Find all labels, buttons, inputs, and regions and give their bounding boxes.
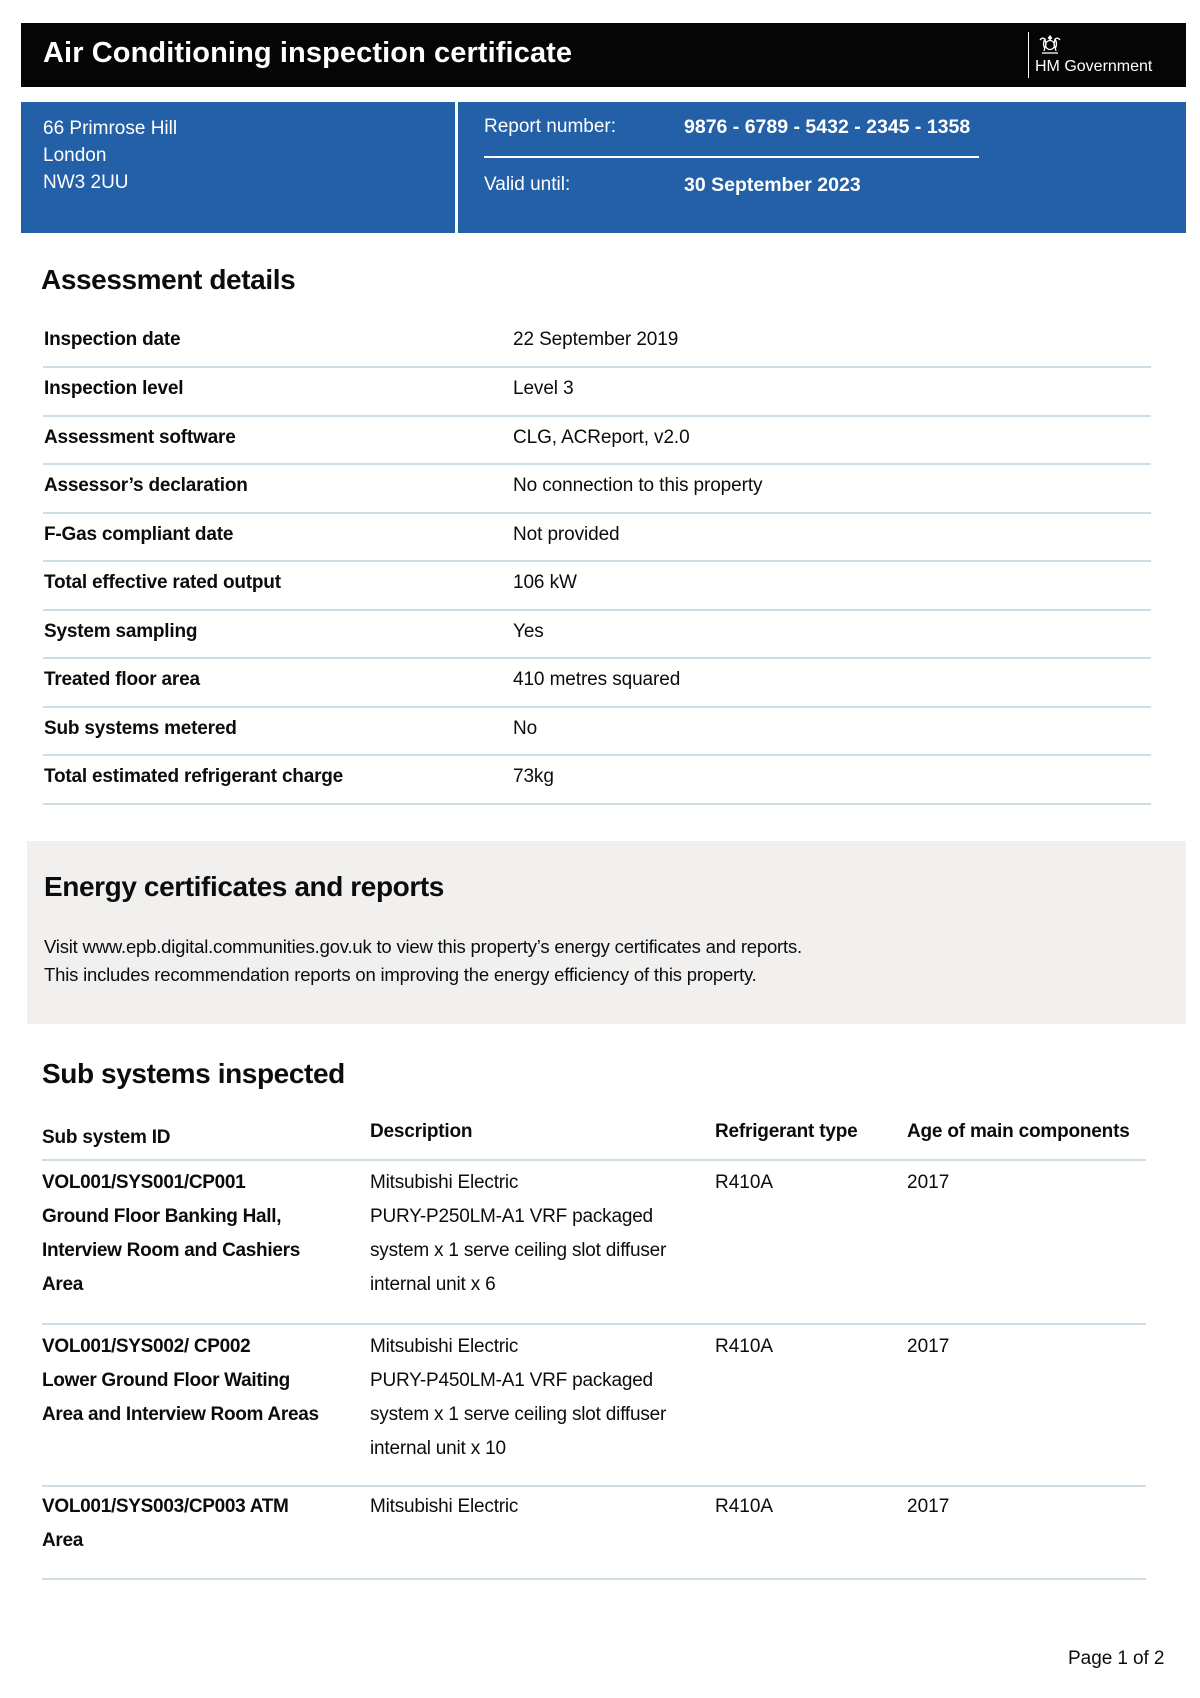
details-row-assessment-software <box>43 417 1151 466</box>
valid-until-row <box>484 174 979 197</box>
table-header-row <box>42 1121 1146 1161</box>
cell-line: Mitsubishi Electric <box>370 1336 519 1357</box>
cell-line: internal unit x 10 <box>370 1438 506 1459</box>
details-value: Level 3 <box>513 378 574 399</box>
description-cell <box>370 1330 715 1485</box>
energy-certificates-text <box>44 933 802 989</box>
property-info-band <box>21 102 1186 233</box>
energy-text-line: This includes recommendation reports on improving the energy efficiency of this property. <box>44 964 757 985</box>
address-line: London <box>43 145 107 166</box>
details-label: Total effective rated output <box>44 572 281 593</box>
details-value: 410 metres squared <box>513 669 681 690</box>
details-label: Inspection level <box>44 378 184 399</box>
valid-until-label: Valid until: <box>484 174 571 195</box>
details-value: 106 kW <box>513 572 577 593</box>
details-label: Assessment software <box>44 426 236 448</box>
property-address <box>21 102 455 233</box>
details-label: Inspection date <box>44 329 181 350</box>
refrigerant-type-cell: R410A <box>715 1336 774 1357</box>
hm-government-text: HM Government <box>1035 58 1153 75</box>
column-header-age: Age of main components <box>907 1121 1130 1142</box>
assessment-details-list <box>43 320 1151 805</box>
cell-line: system x 1 serve ceiling slot diffuser <box>370 1404 667 1425</box>
sub-systems-heading: Sub systems inspected <box>42 1058 345 1089</box>
details-label: Sub systems metered <box>44 717 237 739</box>
age-cell: 2017 <box>907 1172 950 1193</box>
details-label: Treated floor area <box>44 669 200 690</box>
cell-line: Ground Floor Banking Hall, <box>42 1206 282 1227</box>
valid-until-value: 30 September 2023 <box>684 174 861 196</box>
table-row <box>42 1325 1146 1487</box>
sub-system-id-cell <box>42 1490 370 1578</box>
details-value: Yes <box>513 620 544 642</box>
details-value: CLG, ACReport, v2.0 <box>513 426 690 448</box>
cell-line: system x 1 serve ceiling slot diffuser <box>370 1240 667 1261</box>
description-cell <box>370 1166 715 1323</box>
hm-government-logo <box>1028 32 1152 78</box>
energy-text-line: Visit www.epb.digital.communities.gov.uk to view this property’s energy certificates and reports. <box>44 936 802 957</box>
energy-certificates-heading: Energy certificates and reports <box>44 871 444 902</box>
cell-line: Mitsubishi Electric <box>370 1496 519 1517</box>
cell-line: VOL001/SYS001/CP001 <box>42 1172 246 1193</box>
column-header-description: Description <box>370 1121 473 1142</box>
cell-line: Area <box>42 1274 84 1295</box>
report-number-label: Report number: <box>484 116 617 137</box>
details-label: Assessor’s declaration <box>44 475 248 496</box>
report-number-value: 9876 - 6789 - 5432 - 2345 - 1358 <box>684 116 971 138</box>
details-row-inspection-date <box>43 320 1151 368</box>
energy-certificates-panel <box>27 841 1186 1024</box>
details-value: Not provided <box>513 523 620 545</box>
report-summary <box>458 102 1186 233</box>
report-number-row <box>484 116 979 158</box>
cell-line: PURY-P250LM-A1 VRF packaged <box>370 1206 653 1227</box>
details-row-system-sampling <box>43 611 1151 660</box>
page-current: 1 <box>1117 1648 1128 1669</box>
cell-line: VOL001/SYS002/ CP002 <box>42 1336 251 1357</box>
page-title: Air Conditioning inspection certificate <box>43 37 573 69</box>
age-cell: 2017 <box>907 1496 950 1517</box>
details-label: System sampling <box>44 620 198 642</box>
details-row-refrigerant-charge <box>43 756 1151 805</box>
page-total: 2 <box>1153 1648 1165 1669</box>
cell-line: Area and Interview Room Areas <box>42 1404 319 1425</box>
column-header-sub-system-id: Sub system ID <box>42 1127 171 1148</box>
details-value: 73kg <box>513 766 554 787</box>
address-line: 66 Primrose Hill <box>43 118 178 139</box>
sub-system-id-cell <box>42 1330 370 1485</box>
cell-line: Interview Room and Cashiers <box>42 1240 300 1261</box>
refrigerant-type-cell: R410A <box>715 1172 774 1193</box>
assessment-details-heading: Assessment details <box>41 264 296 295</box>
sub-systems-table <box>42 1121 1146 1580</box>
description-cell <box>370 1490 715 1578</box>
page-indicator <box>1068 1648 1169 1670</box>
details-row-inspection-level <box>43 368 1151 417</box>
details-label: Total estimated refrigerant charge <box>44 766 344 787</box>
sub-system-id-cell <box>42 1166 370 1323</box>
column-header-refrigerant-type: Refrigerant type <box>715 1121 858 1142</box>
address-line: NW3 2UU <box>43 172 129 193</box>
details-value: No <box>513 717 538 739</box>
refrigerant-type-cell: R410A <box>715 1496 774 1517</box>
details-label: F-Gas compliant date <box>44 523 234 545</box>
details-value: No connection to this property <box>513 475 763 496</box>
certificate-header <box>21 23 1186 87</box>
age-cell: 2017 <box>907 1336 950 1357</box>
cell-line: Lower Ground Floor Waiting <box>42 1370 290 1391</box>
details-value: 22 September 2019 <box>513 329 679 350</box>
cell-line: internal unit x 6 <box>370 1274 496 1295</box>
cell-line: Area <box>42 1530 84 1551</box>
page-word: Page <box>1068 1648 1113 1669</box>
royal-coat-of-arms-icon <box>1036 32 1064 56</box>
details-row-treated-floor-area <box>43 659 1151 708</box>
cell-line: Mitsubishi Electric <box>370 1172 519 1193</box>
cell-line: VOL001/SYS003/CP003 ATM <box>42 1496 289 1517</box>
details-row-assessor-declaration <box>43 465 1151 514</box>
details-row-sub-systems-metered <box>43 708 1151 757</box>
cell-line: PURY-P450LM-A1 VRF packaged <box>370 1370 653 1391</box>
details-row-fgas-compliant-date <box>43 514 1151 563</box>
of-word: of <box>1132 1648 1149 1669</box>
details-row-rated-output <box>43 562 1151 611</box>
table-row <box>42 1161 1146 1325</box>
table-row <box>42 1487 1146 1580</box>
